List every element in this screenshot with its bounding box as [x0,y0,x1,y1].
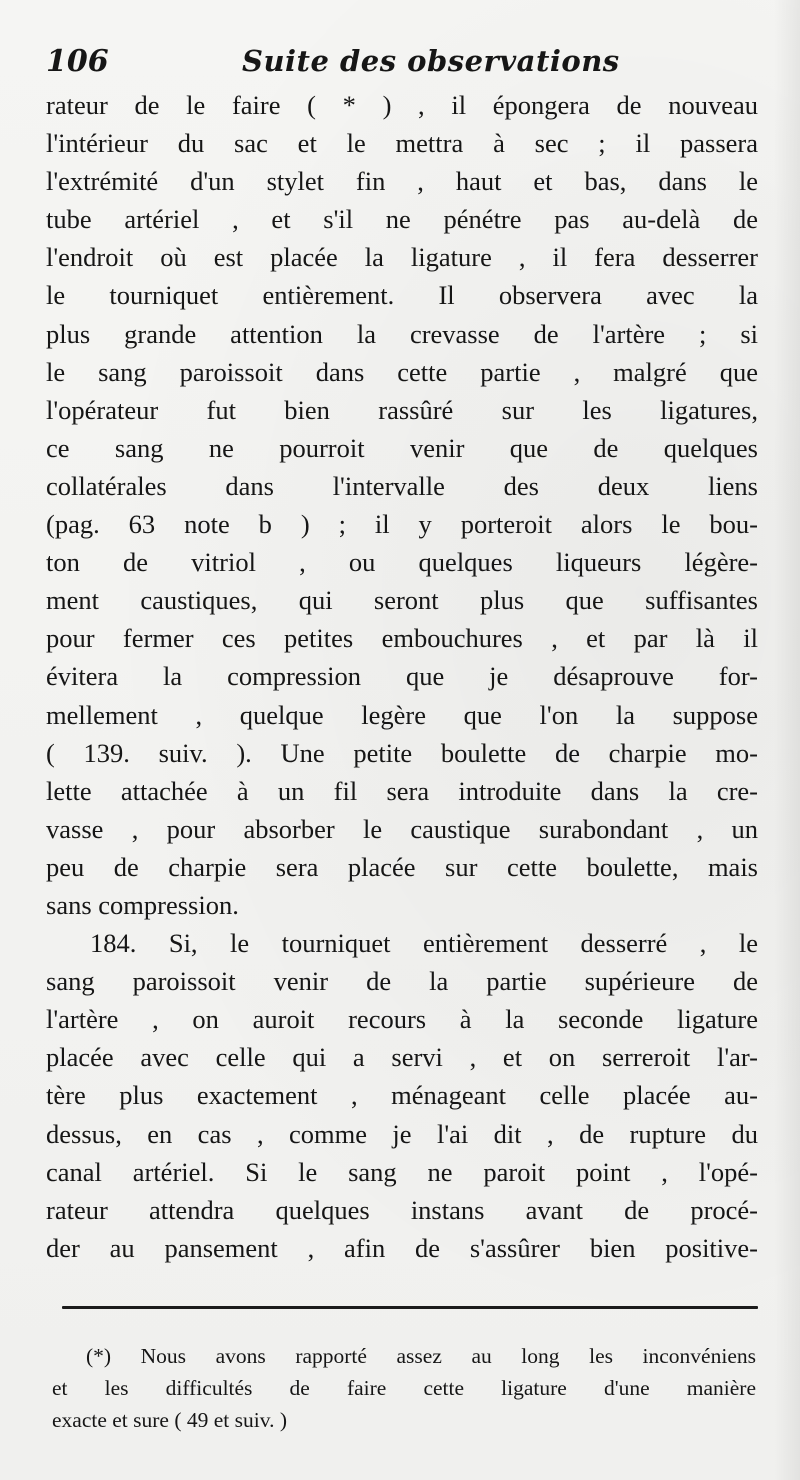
footnote-rule [62,1306,758,1309]
text-line: ment caustiques, qui seront plus que suffisantes [46,585,758,616]
text-line: ce sang ne pourroit venir que de quelques [46,432,758,463]
body-text [46,86,758,1267]
text-line: pour fermer ces petites embouchures , et par là il [46,623,758,654]
text-line: sans compression. [46,889,239,920]
text-line: le sang paroissoit dans cette partie , malgré que [46,356,758,387]
text-line: rateur de le faire ( * ) , il épongera de nouveau [46,90,758,120]
text-line: mellement , quelque legère que l'on la suppose [46,699,758,730]
paragraph-start-line: 184. Si, le tourniquet entièrement desserré , le [90,928,758,959]
text-line: tère plus exactement , ménageant celle placée au- [46,1080,758,1111]
text-line: l'intérieur du sac et le mettra à sec ; il passera [46,128,758,159]
text-line: placée avec celle qui a servi , et on serreroit l'ar- [46,1042,758,1073]
footnote [52,1340,756,1436]
text-line: der au pansement , afin de s'assûrer bien positive- [46,1232,758,1263]
text-line: évitera la compression que je désaprouve for- [46,661,758,692]
footnote-line: exacte et sure ( 49 et suiv. ) [52,1408,288,1432]
text-line: lette attachée à un fil sera introduite dans la cre- [46,775,758,806]
text-line: (pag. 63 note b ) ; il y porteroit alors le bou- [46,509,758,540]
page-edge-shadow [774,0,800,1480]
text-line: l'opérateur fut bien rassûré sur les ligatures, [46,394,758,425]
running-head: Suite des observations [242,44,620,78]
text-line: collatérales dans l'intervalle des deux liens [46,470,758,501]
text-line: tube artériel , et s'il ne pénétre pas au-delà de [46,204,758,235]
text-line: le tourniquet entièrement. Il observera avec la [46,280,758,311]
text-line: canal artériel. Si le sang ne paroit point , l'opé- [46,1156,758,1187]
text-line: vasse , pour absorber le caustique surabondant , un [46,813,758,844]
footnote-line: (*) Nous avons rapporté assez au long les inconvéniens [86,1344,756,1368]
text-line: l'extrémité d'un stylet fin , haut et bas, dans le [46,166,758,197]
text-line: l'artère , on auroit recours à la seconde ligature [46,1004,758,1035]
text-line: sang paroissoit venir de la partie supérieure de [46,966,758,997]
text-line: dessus, en cas , comme je l'ai dit , de rupture du [46,1118,758,1149]
page-number: 106 [46,44,109,79]
text-line: peu de charpie sera placée sur cette boulette, mais [46,851,758,882]
text-line: rateur attendra quelques instans avant de procé- [46,1194,758,1225]
text-line: ( 139. suiv. ). Une petite boulette de charpie mo- [46,737,758,768]
text-line: l'endroit où est placée la ligature , il fera desserrer [46,242,758,273]
text-line: ton de vitriol , ou quelques liqueurs légère- [46,547,758,578]
footnote-line: et les difficultés de faire cette ligature d'une manière [52,1376,756,1400]
text-line: plus grande attention la crevasse de l'artère ; si [46,318,758,349]
page-header [46,44,756,84]
